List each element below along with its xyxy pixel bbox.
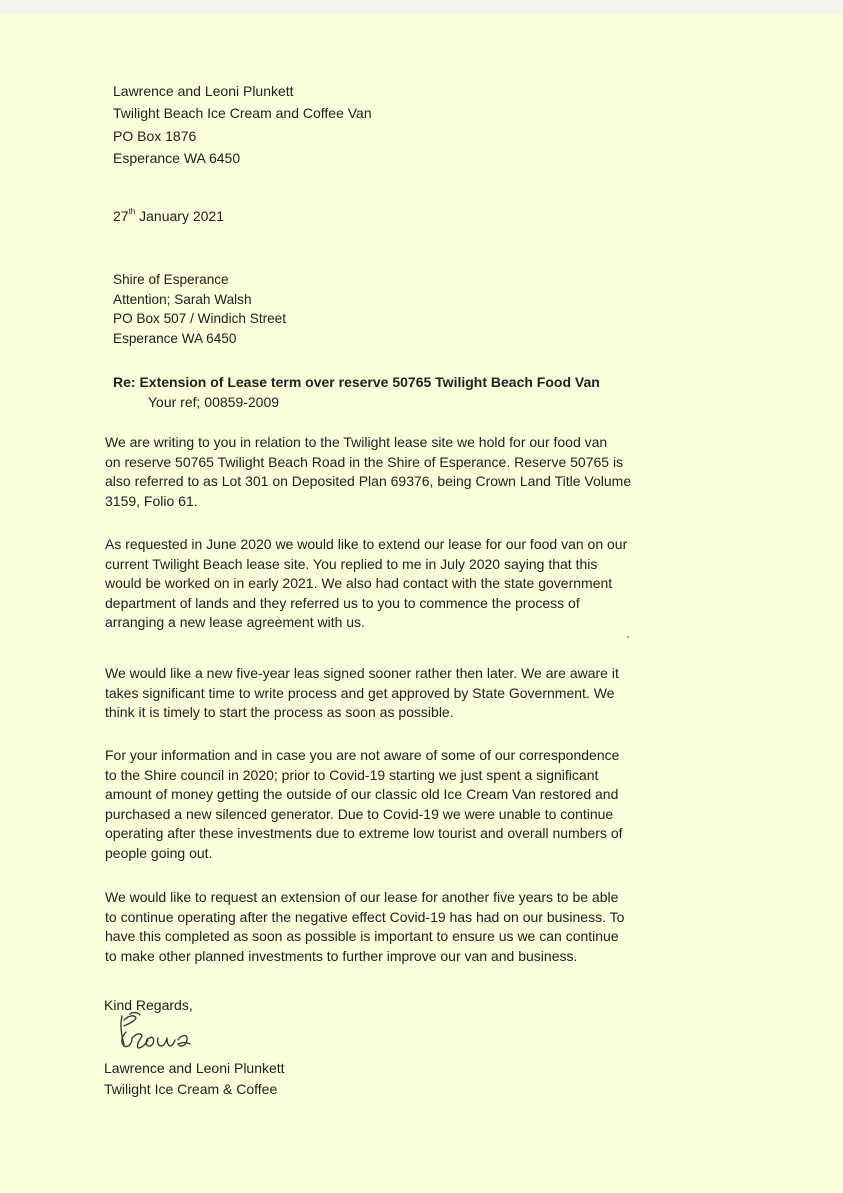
date-suffix: th bbox=[128, 207, 136, 216]
paragraph-line: think it is timely to start the process as soon as possible. bbox=[105, 704, 454, 720]
paragraph-line: people going out. bbox=[105, 844, 213, 861]
sender-po-box: PO Box 1876 bbox=[113, 127, 197, 144]
paragraph-line: current Twilight Beach lease site. You replied to me in July 2020 saying that this bbox=[105, 555, 598, 572]
paragraph-line: to continue operating after the negative effect Covid-19 has had on our business. To bbox=[105, 908, 625, 925]
sender-address bbox=[113, 80, 372, 169]
body-paragraph-4 bbox=[105, 746, 705, 863]
paragraph-line: We would like to request an extension of our lease for another five years to be able bbox=[105, 889, 619, 905]
signoff-block bbox=[104, 1058, 285, 1100]
paragraph-line: also referred to as Lot 301 on Deposited Plan 69376, being Crown Land Title Volume bbox=[105, 473, 632, 489]
paragraph-line: to make other planned investments to further improve our van and business. bbox=[105, 947, 578, 964]
body-paragraph-1 bbox=[105, 433, 705, 511]
recipient-organisation: Shire of Esperance bbox=[113, 272, 229, 287]
paragraph-line: As requested in June 2020 we would like to extend our lease for our food van on our bbox=[105, 536, 628, 552]
paragraph-line: operating after these investments due to extreme low tourist and overall numbers of bbox=[105, 825, 623, 841]
sender-name: Lawrence and Leoni Plunkett bbox=[113, 83, 294, 99]
paragraph-line: purchased a new silenced generator. Due to Covid-19 we were unable to continue bbox=[105, 805, 614, 822]
paragraph-line: We are writing to you in relation to the Twilight lease site we hold for our food van bbox=[105, 434, 608, 450]
recipient-town: Esperance WA 6450 bbox=[113, 330, 237, 346]
paragraph-line: 3159, Folio 61. bbox=[105, 492, 198, 509]
paragraph-line: For your information and in case you are not aware of some of our correspondence bbox=[105, 747, 620, 763]
signoff-name: Lawrence and Leoni Plunkett bbox=[104, 1060, 285, 1076]
recipient-address bbox=[113, 270, 286, 348]
recipient-po-box: PO Box 507 / Windich Street bbox=[113, 311, 287, 326]
subject-heading: Re: Extension of Lease term over reserve 50765 Twilight Beach Food Van bbox=[113, 374, 600, 390]
signoff-business: Twilight Ice Cream & Coffee bbox=[104, 1081, 278, 1097]
paragraph-line: to the Shire council in 2020; prior to Covid-19 starting we just spent a significant bbox=[105, 766, 599, 783]
body-paragraph-2 bbox=[105, 535, 705, 633]
paragraph-line: amount of money getting the outside of our classic old Ice Cream Van restored and bbox=[105, 786, 619, 802]
body-paragraph-3 bbox=[105, 664, 705, 723]
date-day: 27 bbox=[113, 208, 129, 224]
subject-reference: Your ref; 00859-2009 bbox=[148, 394, 280, 410]
scan-top-edge bbox=[0, 0, 843, 14]
recipient-attention: Attention; Sarah Walsh bbox=[113, 291, 252, 307]
letter-page bbox=[0, 14, 843, 1193]
scan-speck bbox=[627, 636, 629, 638]
paragraph-line: takes significant time to write process and get approved by State Government. We bbox=[105, 684, 615, 701]
paragraph-line: We would like a new five-year leas signed sooner rather then later. We are aware it bbox=[105, 665, 619, 681]
letter-date bbox=[113, 206, 224, 226]
date-month-year: January 2021 bbox=[135, 208, 224, 224]
body-paragraph-5 bbox=[105, 888, 705, 966]
closing-salutation: Kind Regards, bbox=[104, 997, 193, 1013]
paragraph-line: arranging a new lease agreement with us. bbox=[105, 614, 365, 630]
paragraph-line: have this completed as soon as possible is important to ensure us we can continue bbox=[105, 928, 619, 944]
handwritten-signature bbox=[112, 1010, 222, 1056]
paragraph-line: department of lands and they referred us to you to commence the process of bbox=[105, 594, 580, 611]
sender-town: Esperance WA 6450 bbox=[113, 149, 241, 166]
subject-line bbox=[113, 372, 600, 412]
paragraph-line: on reserve 50765 Twilight Beach Road in the Shire of Esperance. Reserve 50765 is bbox=[105, 453, 624, 470]
sender-business: Twilight Beach Ice Cream and Coffee Van bbox=[113, 105, 372, 122]
paragraph-line: would be worked on in early 2021. We also had contact with the state government bbox=[105, 575, 613, 591]
